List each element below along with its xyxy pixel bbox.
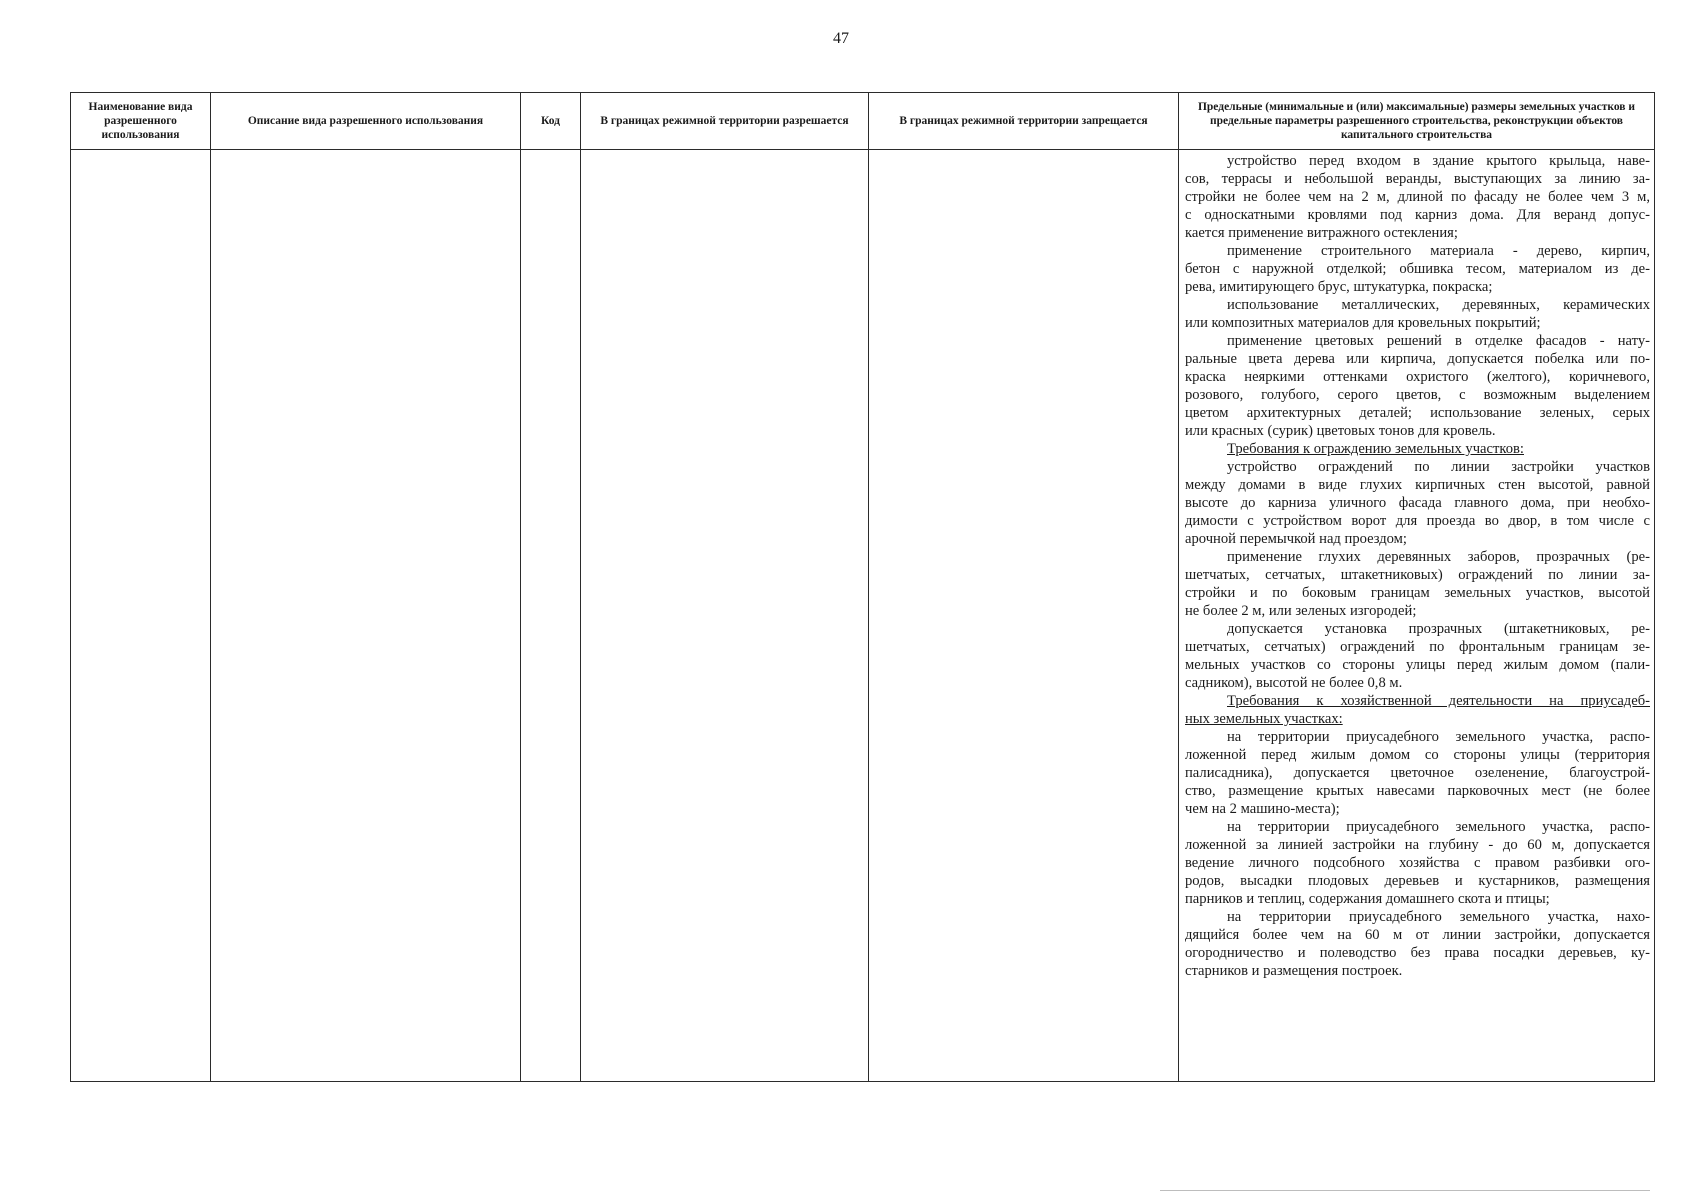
requirement-line: димости с устройством ворот для проезда во двор, в том числе с — [1185, 513, 1650, 529]
requirement-line: сов, террасы и небольшой веранды, выступающих за линию за- — [1185, 171, 1650, 187]
requirement-line: цветом архитектурных деталей; использование зеленых, серых — [1185, 405, 1650, 421]
requirement-line: допускается установка прозрачных (штакетниковых, ре- — [1227, 621, 1650, 637]
requirement-line: на территории приусадебного земельного участка, распо- — [1227, 729, 1650, 745]
requirement-line: ложенной за линией застройки на глубину - до 60 м, допускается — [1185, 837, 1650, 853]
requirement-line: применение цветовых решений в отделке фасадов - нату- — [1227, 333, 1650, 349]
cell-permitted — [581, 150, 869, 1082]
scan-edge-line — [1160, 1190, 1650, 1191]
section-heading-fencing: Требования к ограждению земельных участков: — [1227, 441, 1524, 457]
requirement-line: устройство перед входом в здание крытого крыльца, наве- — [1227, 153, 1650, 169]
requirement-line: ведение личного подсобного хозяйства с правом разбивки ого- — [1185, 855, 1650, 871]
requirement-line: кается применение витражного остекления; — [1185, 225, 1458, 241]
header-use-type-name: Наименование вида разрешенного использования — [71, 93, 211, 150]
requirement-line: огородничество и полеводство без права посадки деревьев, ку- — [1185, 945, 1650, 961]
requirement-line: ство, размещение крытых навесами парковочных мест (не более — [1185, 783, 1650, 799]
requirement-line: родов, высадки плодовых деревьев и кустарников, размещения — [1185, 873, 1650, 889]
requirement-line: устройство ограждений по линии застройки участков — [1227, 459, 1650, 475]
requirement-line: палисадника), допускается цветочное озеленение, благоустрой- — [1185, 765, 1650, 781]
section-heading-household-activity: Требования к хозяйственной деятельности на приусадеб- — [1227, 693, 1650, 709]
requirement-line: шетчатых, сетчатых) ограждений по фронтальным границам зе- — [1185, 639, 1650, 655]
header-prohibited: В границах режимной территории запрещается — [869, 93, 1179, 150]
header-use-type-description: Описание вида разрешенного использования — [211, 93, 521, 150]
requirement-line: арочной перемычкой над проездом; — [1185, 531, 1407, 547]
requirement-line: стройки не более чем на 2 м, длиной по фасаду не более чем 3 м, — [1185, 189, 1650, 205]
cell-limit-parameters — [1179, 150, 1655, 1082]
requirement-line: розового, голубого, серого цветов, с возможным выделением — [1185, 387, 1650, 403]
requirements-text — [1185, 152, 1650, 980]
header-limit-parameters: Предельные (минимальные и (или) максимальные) размеры земельных участков и предельные параметры разрешенного строительства, реконструкции объектов капитального строительства — [1179, 93, 1655, 150]
table-header-row — [71, 93, 1655, 150]
cell-prohibited — [869, 150, 1179, 1082]
requirement-line: с односкатными кровлями под карниз дома. Для веранд допус- — [1185, 207, 1650, 223]
requirement-line: высоте до карниза уличного фасада главного дома, при необхо- — [1185, 495, 1650, 511]
page-number: 47 — [833, 30, 849, 47]
requirement-line: не более 2 м, или зеленых изгородей; — [1185, 603, 1417, 619]
requirement-line: шетчатых, сетчатых, штакетниковых) ограждений по линии за- — [1185, 567, 1650, 583]
table-row — [71, 150, 1655, 1082]
requirement-line: дящийся более чем на 60 м от линии застройки, допускается — [1185, 927, 1650, 943]
cell-use-type-description — [211, 150, 521, 1082]
requirement-line: рева, имитирующего брус, штукатурка, покраска; — [1185, 279, 1493, 295]
cell-code — [521, 150, 581, 1082]
requirement-line: садником), высотой не более 0,8 м. — [1185, 675, 1403, 691]
requirement-line: применение строительного материала - дерево, кирпич, — [1227, 243, 1650, 259]
requirement-line: краска неяркими оттенками охристого (желтого), коричневого, — [1185, 369, 1650, 385]
section-heading-household-activity-cont: ных земельных участках: — [1185, 711, 1343, 727]
requirement-line: на территории приусадебного земельного участка, нахо- — [1227, 909, 1650, 925]
requirement-line: ложенной перед жилым домом со стороны улицы (территория — [1185, 747, 1650, 763]
requirement-line: чем на 2 машино-места); — [1185, 801, 1340, 817]
requirement-line: стройки и по боковым границам земельных участков, высотой — [1185, 585, 1650, 601]
requirement-line: между домами в виде глухих кирпичных стен высотой, равной — [1185, 477, 1650, 493]
requirement-line: применение глухих деревянных заборов, прозрачных (ре- — [1227, 549, 1650, 565]
requirement-line: парников и теплиц, содержания домашнего скота и птицы; — [1185, 891, 1550, 907]
requirement-line: ральные цвета дерева или кирпича, допускается побелка или по- — [1185, 351, 1650, 367]
requirement-line: старников и размещения построек. — [1185, 963, 1403, 979]
requirement-line: бетон с наружной отделкой; обшивка тесом, материалом из де- — [1185, 261, 1650, 277]
requirement-line: или красных (сурик) цветовых тонов для кровель. — [1185, 423, 1496, 439]
requirement-line: использование металлических, деревянных, керамических — [1227, 297, 1650, 313]
header-code: Код — [521, 93, 581, 150]
cell-use-type-name — [71, 150, 211, 1082]
land-use-regulations-table — [70, 92, 1655, 1082]
requirement-line: на территории приусадебного земельного участка, распо- — [1227, 819, 1650, 835]
header-permitted: В границах режимной территории разрешается — [581, 93, 869, 150]
requirement-line: мельных участков со стороны улицы перед жилым домом (пали- — [1185, 657, 1650, 673]
requirement-line: или композитных материалов для кровельных покрытий; — [1185, 315, 1541, 331]
